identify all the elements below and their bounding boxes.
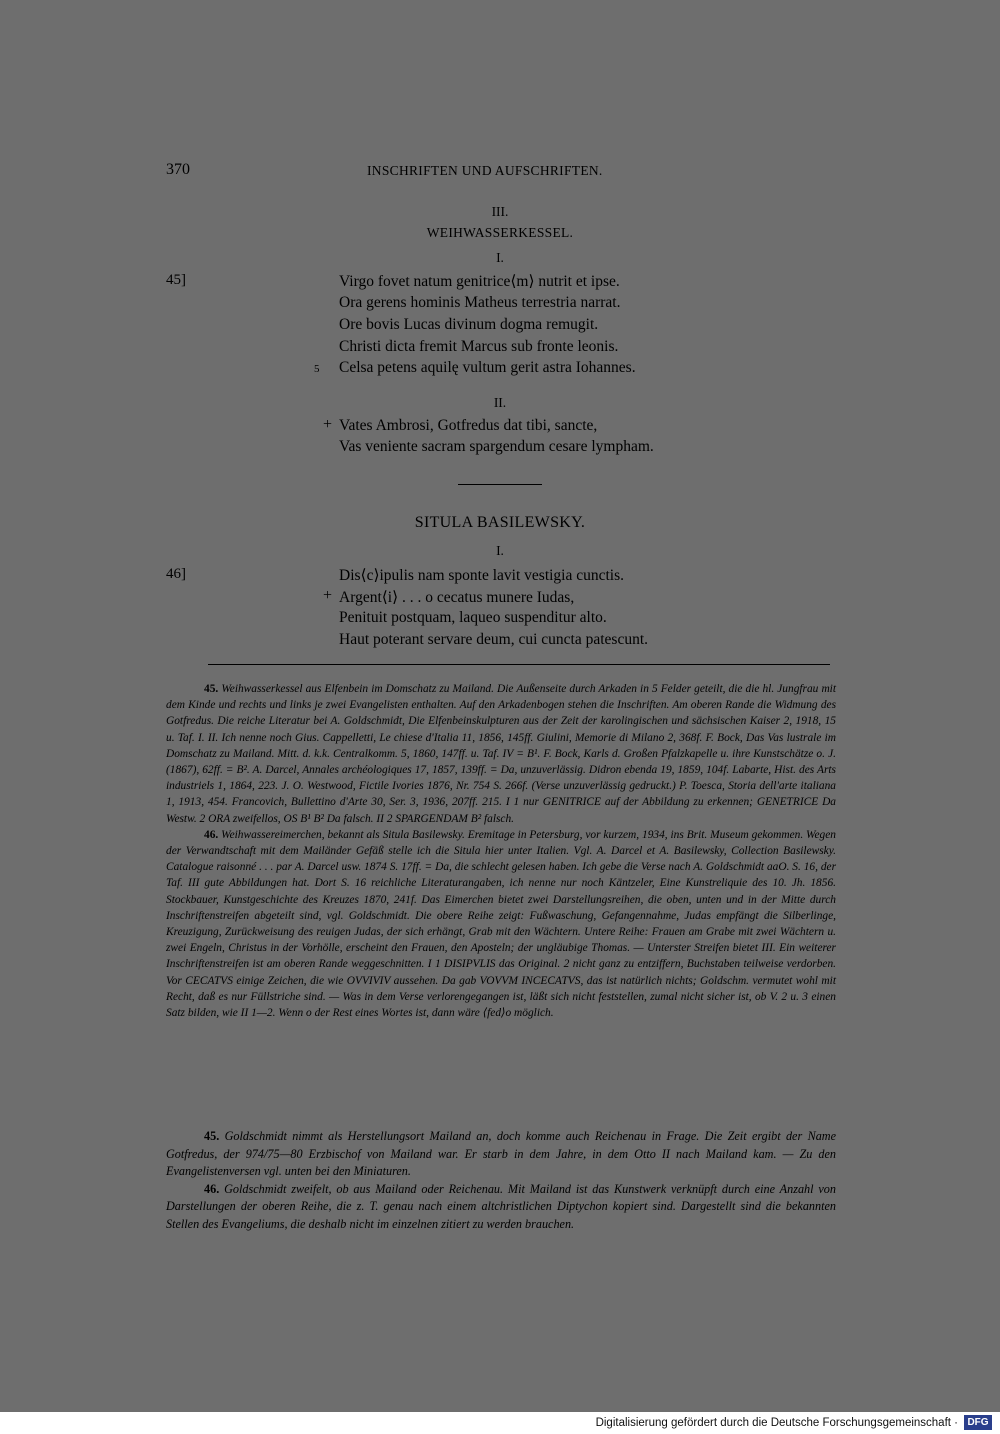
verse-line: Haut poterant servare deum, cui cuncta patescunt. (339, 631, 649, 648)
note-number: 45. (204, 1129, 220, 1143)
verse-line: Virgo fovet natum genitrice⟨m⟩ nutrit et ipse. (339, 273, 620, 290)
section-title: WEIHWASSERKESSEL. (426, 225, 574, 240)
critical-apparatus (166, 681, 836, 1021)
section-divider (458, 484, 542, 485)
funding-notice: Digitalisierung gefördert durch die Deutsche Forschungsgemeinschaft · (595, 1417, 958, 1429)
line-number-marker: 5 (314, 363, 320, 375)
part-label: I. (496, 250, 504, 265)
verse-line: Penituit postquam, laqueo suspenditur alto. (339, 609, 607, 626)
item-number: 46] (166, 566, 186, 582)
part-label: II. (493, 395, 507, 410)
verse-line: Ore bovis Lucas divinum dogma remugit. (339, 316, 599, 333)
verse-line: Celsa petens aquilę vultum gerit astra Iohannes. (339, 359, 636, 376)
verse-line: Ora gerens hominis Matheus terrestria narrat. (339, 294, 621, 311)
cross-mark: + (323, 587, 333, 604)
commentary-notes (166, 1128, 836, 1233)
verse-line: Argent⟨i⟩ . . . o cecatus munere Iudas, (339, 589, 575, 606)
section-roman-numeral: III. (491, 204, 509, 219)
verse-line: Christi dicta fremit Marcus sub fronte leonis. (339, 338, 619, 355)
verse-line: Vates Ambrosi, Gotfredus dat tibi, sancte, (339, 417, 598, 434)
footnote-number: 45. (204, 683, 219, 695)
section-title: SITULA BASILEWSKY. (414, 514, 586, 531)
note-text: Goldschmidt zweifelt, ob aus Mailand oder Reichenau. Mit Mailand ist das Kunstwerk verknüpft durch eine Anzahl von Darstellungen der oberen Reihe, die z. T. genau nach einem altchristlichen Diptychon kopiert sind. Dargestellt sind die bekannten Stellen des Evangeliums, die deshalb nicht im einzelnen zitiert zu werden brauchen. (166, 1181, 836, 1231)
item-number: 45] (166, 272, 186, 288)
footnote (166, 681, 836, 827)
footnote-text: Weihwassereimerchen, bekannt als Situla Basilewsky. Eremitage in Petersburg, vor kurzem, 1934, ins Brit. Museum gekommen. Wegen der Verwandtschaft mit dem Mailänder Gefäß stelle ich die Situla hier unter Italien. Vgl. A. Darcel et A. Basilewsky, Collection Basilewsky. Catalogue raisonné . . . par A. Darcel usw. 1874 S. 17ff. = Da, die schlecht gelesen haben. Ich gebe die Verse nach A. Goldschmidt aaO. S. 16, der Taf. III gute Abbildungen hat. Dort S. 16 reichliche Literaturangaben, ich nenne nur noch Käntzeler, Eine Kunstreliquie des 10. Jh. 1856. Stockbauer, Kunstgeschichte des Kreuzes 1870, 241f. Das Eimerchen bietet zwei Darstellungsreihen, die oben, unten und in der Mitte durch Inschriftenstreifen abgeteilt sind, vgl. Goldschmidt. Die obere Reihe zeigt: Fußwaschung, Gefangennahme, Judas empfängt die Silberlinge, Kreuzigung, Zurückweisung des reuigen Judas, der sich erhängt, Grab mit den Wächtern. Untere Reihe: Frauen am Grabe mit zwei Wächtern u. zwei Engeln, Christus in der Vorhölle, erscheint den Frauen, den Aposteln; der ungläubige Thomas. — Unterster Streifen bietet III. Ein weiterer Inschriftenstreifen ist am oberen Rande weggeschnitten. I 1 DISIPVLIS das Original. 2 nicht ganz zu entziffern, Buchstaben teilweise verdorben. Vor CECATVS einige Zeichen, die wie OVVIVIV aussehen. Da gab VOVVM INCECATVS, das ist natürlich nichts; Goldschm. vermutet wohl mit Recht, daß es nur Füllstriche sind. — Was in dem Verse verlorengegangen ist, läßt sich nicht feststellen, zumal nicht sicher ist, ob V. 2 u. 3 einen Satz bilden, wie II 1—2. Wenn o der Rest eines Wortes ist, dann wäre ⟨fed⟩o möglich. (166, 828, 836, 1020)
running-title: INSCHRIFTEN UND AUFSCHRIFTEN. (367, 163, 603, 178)
verse-line: Vas veniente sacram spargendum cesare lympham. (339, 438, 654, 455)
note (166, 1181, 836, 1234)
part-label: I. (496, 543, 504, 558)
page-number: 370 (166, 161, 190, 178)
footnote-text: Weihwasserkessel aus Elfenbein im Domschatz zu Mailand. Die Außenseite durch Arkaden in 5 Felder geteilt, die die hl. Jungfrau mit dem Kinde und rechts und links je zwei Evangelisten enthalten. Auf den Arkadenbogen stehen die Inschriften. Am oberen Rande die Widmung des Gotfredus. Die reiche Literatur bei A. Goldschmidt, Die Elfenbeinskulpturen aus der Zeit der karolingischen und sächsischen Kaiser 2, 1918, 15 u. Taf. I. II. Ich nenne noch Gius. Cappelletti, Le chiese d'Italia 11, 1856, 145ff. Giulini, Memorie di Milano 2, 368f. F. Bock, Das Vas lustrale im Domschatz zu Mailand. Mitt. d. k.k. Centralkomm. 5, 1860, 147ff. u. Taf. IV = B¹. F. Bock, Karls d. Großen Pfalzkapelle u. ihre Kunstschätze o. J. (1867), 62ff. = B². A. Darcel, Annales archéologiques 17, 1857, 139ff. = Da, unzuverlässig. Didron ebenda 19, 1859, 104f. Labarte, Hist. des Arts industriels 1, 1864, 223. J. O. Westwood, Fictile Ivories 1876, Nr. 754 S. 266f. (Verse unzuverlässig gedruckt.) P. Toesca, Storia dell'arte italiana 1, 1913, 454. Francovich, Bullettino d'Arte 30, Ser. 3, 1936, 207ff. 215. I 1 nur GENITRICE auf der Abbildung zu erkennen; GENETRICE Da Westw. 2 ORA zweifellos, OS B¹ B² Da falsch. II 2 SPARGENDAM B² falsch. (166, 683, 836, 825)
footnote (166, 827, 836, 1021)
note-text: Goldschmidt nimmt als Herstellungsort Mailand an, doch komme auch Reichenau in Frage. Die Zeit ergibt der Name Gotfredus, der 974/75—80 Erzbischof von Mailand war. Er starb in dem Jahre, in dem Otto II nach Mailand kam. — Zu den Evangelistenversen vgl. unten bei den Miniaturen. (166, 1129, 837, 1178)
note (166, 1128, 836, 1181)
footnote-divider (208, 664, 830, 665)
note-number: 46. (204, 1181, 220, 1196)
footnote-number: 46. (204, 828, 219, 841)
verse-line: Dis⟨c⟩ipulis nam sponte lavit vestigia cunctis. (339, 567, 625, 584)
dfg-logo: DFG (964, 1415, 992, 1430)
cross-mark: + (323, 416, 333, 433)
